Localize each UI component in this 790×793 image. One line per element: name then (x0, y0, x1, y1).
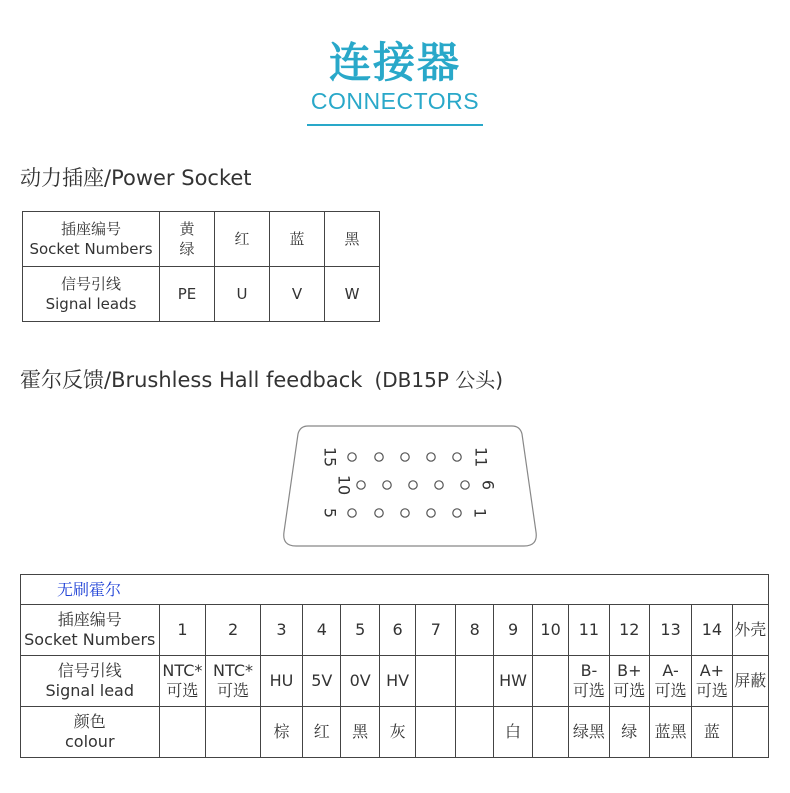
pin-number-cell: 1 (159, 605, 206, 656)
connector-pin-hole (401, 453, 409, 461)
header-label-en: Signal lead (45, 681, 134, 700)
pin-number-cell: 14 (692, 605, 732, 656)
pin-colour-cell (416, 707, 456, 758)
signal-name: A+ (699, 661, 725, 680)
color-label: 黄 (179, 220, 195, 238)
connector-pin-hole (348, 453, 356, 461)
pin-colour-cell: 红 (303, 707, 341, 758)
colour-header (21, 707, 160, 758)
socket-numbers-header (21, 605, 160, 656)
header-label-en: Socket Numbers (24, 630, 156, 649)
connector-pin-hole (357, 481, 365, 489)
pin-signal-cell (260, 656, 302, 707)
pin-number-cell: 12 (609, 605, 649, 656)
signal-note: 可选 (572, 681, 605, 700)
connector-pin-hole (375, 509, 383, 517)
table-cell (325, 212, 380, 267)
power-socket-table (22, 211, 380, 322)
signal-name: NTC* (162, 661, 203, 680)
hall-heading-connector-type: (DB15P 公头) (374, 368, 504, 392)
signal-name: HV (386, 671, 410, 690)
pin-signal-cell (341, 656, 379, 707)
pin-signal-cell (532, 656, 568, 707)
pin-signal-cell (732, 656, 768, 707)
title-underline (307, 124, 483, 126)
pin-colour-cell (159, 707, 206, 758)
signal-name: 5V (311, 671, 333, 690)
pin-signal-cell (494, 656, 533, 707)
pin-signal-cell (159, 656, 206, 707)
table-row (21, 656, 769, 707)
pin-colour-cell: 蓝黑 (650, 707, 692, 758)
pin-signal-cell (692, 656, 732, 707)
signal-name: B- (580, 661, 598, 680)
connector-pin-hole (348, 509, 356, 517)
pin-label-1: 1 (470, 507, 490, 519)
hall-feedback-table (20, 574, 769, 758)
pin-number-cell: 9 (494, 605, 533, 656)
pin-label-10: 10 (334, 474, 354, 496)
signal-note: 可选 (217, 681, 250, 700)
color-label: 绿 (179, 240, 195, 258)
pin-colour-cell: 绿黑 (569, 707, 609, 758)
header-label-en: colour (64, 732, 115, 751)
table-caption-row (21, 575, 769, 605)
signal-name: HU (269, 671, 294, 690)
signal-name: A- (662, 661, 679, 680)
table-cell: U (215, 267, 270, 322)
pin-number-cell: 3 (260, 605, 302, 656)
pin-signal-cell (303, 656, 341, 707)
pin-colour-cell: 灰 (379, 707, 416, 758)
pin-number-cell: 4 (303, 605, 341, 656)
pin-number-cell: 10 (532, 605, 568, 656)
pin-colour-cell (532, 707, 568, 758)
pin-number-cell: 5 (341, 605, 379, 656)
signal-name: HW (499, 671, 527, 690)
pin-label-15: 15 (320, 446, 340, 468)
pin-number-cell: 13 (650, 605, 692, 656)
pin-number-cell: 8 (456, 605, 494, 656)
connector-pin-hole (409, 481, 417, 489)
signal-note: 可选 (695, 681, 728, 700)
signal-leads-header (23, 267, 160, 322)
table-row (21, 707, 769, 758)
signal-note: 可选 (613, 681, 646, 700)
signal-note: 可选 (654, 681, 687, 700)
header-label-en: Signal leads (45, 295, 137, 313)
table-cell (160, 212, 215, 267)
color-label: 蓝 (289, 230, 305, 248)
signal-name: NTC* (213, 661, 254, 680)
color-label: 黑 (344, 230, 360, 248)
connector-pin-hole (427, 509, 435, 517)
pin-signal-cell (569, 656, 609, 707)
pin-number-cell: 6 (379, 605, 416, 656)
signal-name: 屏蔽 (734, 671, 767, 690)
page-title: 连接器 (328, 38, 461, 87)
pin-colour-cell: 黑 (341, 707, 379, 758)
table-cell: V (270, 267, 325, 322)
pin-number-cell: 7 (416, 605, 456, 656)
table-cell (270, 212, 325, 267)
connector-pin-hole (375, 453, 383, 461)
color-label: 红 (234, 230, 250, 248)
pin-colour-cell: 绿 (609, 707, 649, 758)
header-label-cn: 插座编号 (57, 610, 122, 629)
pin-colour-cell: 白 (494, 707, 533, 758)
pin-signal-cell (206, 656, 260, 707)
header-label-en: Socket Numbers (29, 240, 153, 258)
db15p-connector-diagram (280, 420, 540, 550)
connector-pins (348, 453, 469, 517)
connector-pin-hole (435, 481, 443, 489)
pin-number-cell: 11 (569, 605, 609, 656)
pin-number-cell: 外壳 (732, 605, 768, 656)
pin-signal-cell (456, 656, 494, 707)
table-cell: W (325, 267, 380, 322)
table-cell: PE (160, 267, 215, 322)
pin-signal-cell (379, 656, 416, 707)
power-socket-heading: 动力插座/Power Socket (20, 166, 252, 190)
header-label-cn: 信号引线 (57, 661, 122, 680)
pin-colour-cell: 棕 (260, 707, 302, 758)
connector-pin-hole (401, 509, 409, 517)
pin-signal-cell (650, 656, 692, 707)
pin-colour-cell: 蓝 (692, 707, 732, 758)
pin-colour-cell (732, 707, 768, 758)
pin-colour-cell (206, 707, 260, 758)
header-label-cn: 颜色 (73, 712, 106, 731)
pin-label-5: 5 (320, 507, 340, 519)
header-label-cn: 插座编号 (60, 220, 121, 238)
connector-pin-hole (461, 481, 469, 489)
pin-label-11: 11 (471, 446, 491, 468)
signal-name: B+ (617, 661, 642, 680)
connector-pin-hole (453, 509, 461, 517)
pin-label-6: 6 (478, 479, 498, 491)
signal-name: 0V (349, 671, 371, 690)
table-cell (215, 212, 270, 267)
pin-signal-cell (609, 656, 649, 707)
page-subtitle: CONNECTORS (310, 88, 480, 114)
table-caption: 无刷霍尔 (21, 575, 769, 605)
header-label-cn: 信号引线 (60, 275, 121, 293)
hall-feedback-heading (20, 364, 503, 394)
socket-numbers-header (23, 212, 160, 267)
pin-colour-cell (456, 707, 494, 758)
table-row (23, 267, 380, 322)
connector-pin-hole (383, 481, 391, 489)
hall-heading-text: 霍尔反馈/Brushless Hall feedback (20, 368, 363, 392)
signal-lead-header (21, 656, 160, 707)
table-row (21, 605, 769, 656)
table-row (23, 212, 380, 267)
connector-pin-hole (427, 453, 435, 461)
signal-note: 可选 (166, 681, 199, 700)
pin-number-cell: 2 (206, 605, 260, 656)
pin-signal-cell (416, 656, 456, 707)
connector-pin-hole (453, 453, 461, 461)
